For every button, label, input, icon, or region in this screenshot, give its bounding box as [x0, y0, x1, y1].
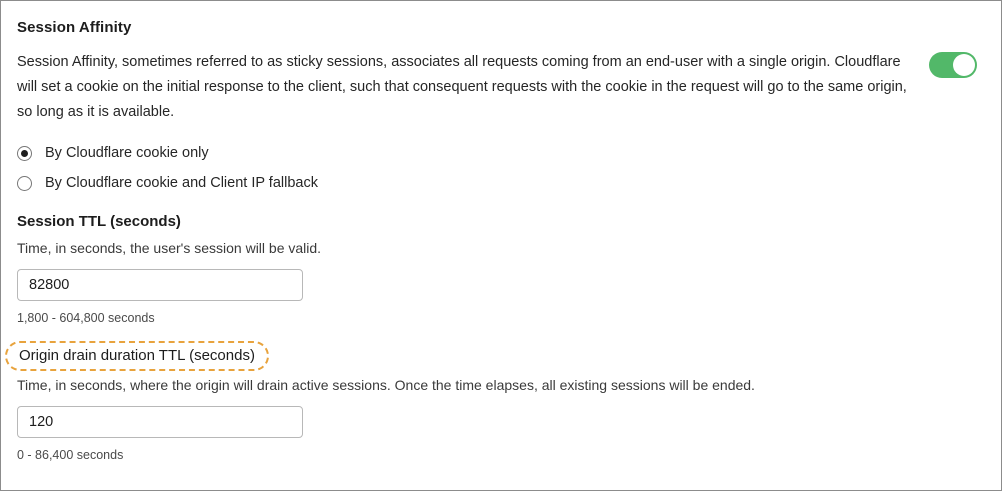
affinity-mode-radio-group — [17, 145, 985, 191]
session-ttl-input[interactable] — [17, 269, 303, 301]
origin-drain-ttl-range-hint: 0 - 86,400 seconds — [17, 448, 124, 462]
radio-option-label: By Cloudflare cookie and Client IP fallback — [45, 175, 318, 191]
session-affinity-toggle[interactable] — [929, 52, 977, 78]
section-description: Session Affinity, sometimes referred to as sticky sessions, associates all requests coming from an end-user with a single origin. Cloudflare will set a cookie on the initial response to the client, such that consequent requests with the cookie in the request will go to the same origin, so long as it is available. — [17, 54, 907, 120]
session-ttl-label: Session TTL (seconds) — [17, 213, 181, 230]
session-ttl-field-group — [17, 213, 985, 325]
toggle-knob-icon — [953, 54, 975, 76]
origin-drain-ttl-label: Origin drain duration TTL (seconds) — [5, 341, 269, 371]
radio-option-label: By Cloudflare cookie only — [45, 145, 209, 161]
session-ttl-range-hint: 1,800 - 604,800 seconds — [17, 311, 155, 325]
radio-icon[interactable] — [17, 146, 32, 161]
radio-option-cookie-only[interactable] — [17, 145, 985, 161]
page-title: Session Affinity — [17, 19, 132, 36]
session-ttl-help-text: Time, in seconds, the user's session will be valid. — [17, 240, 322, 256]
origin-drain-ttl-field-group — [17, 341, 985, 462]
origin-drain-ttl-input[interactable] — [17, 406, 303, 438]
radio-option-cookie-and-ip[interactable] — [17, 175, 985, 191]
description-row — [17, 50, 985, 125]
session-affinity-panel — [1, 1, 1001, 490]
origin-drain-ttl-help-text: Time, in seconds, where the origin will drain active sessions. Once the time elapses, all existing sessions will be ended. — [17, 377, 755, 393]
radio-icon[interactable] — [17, 176, 32, 191]
